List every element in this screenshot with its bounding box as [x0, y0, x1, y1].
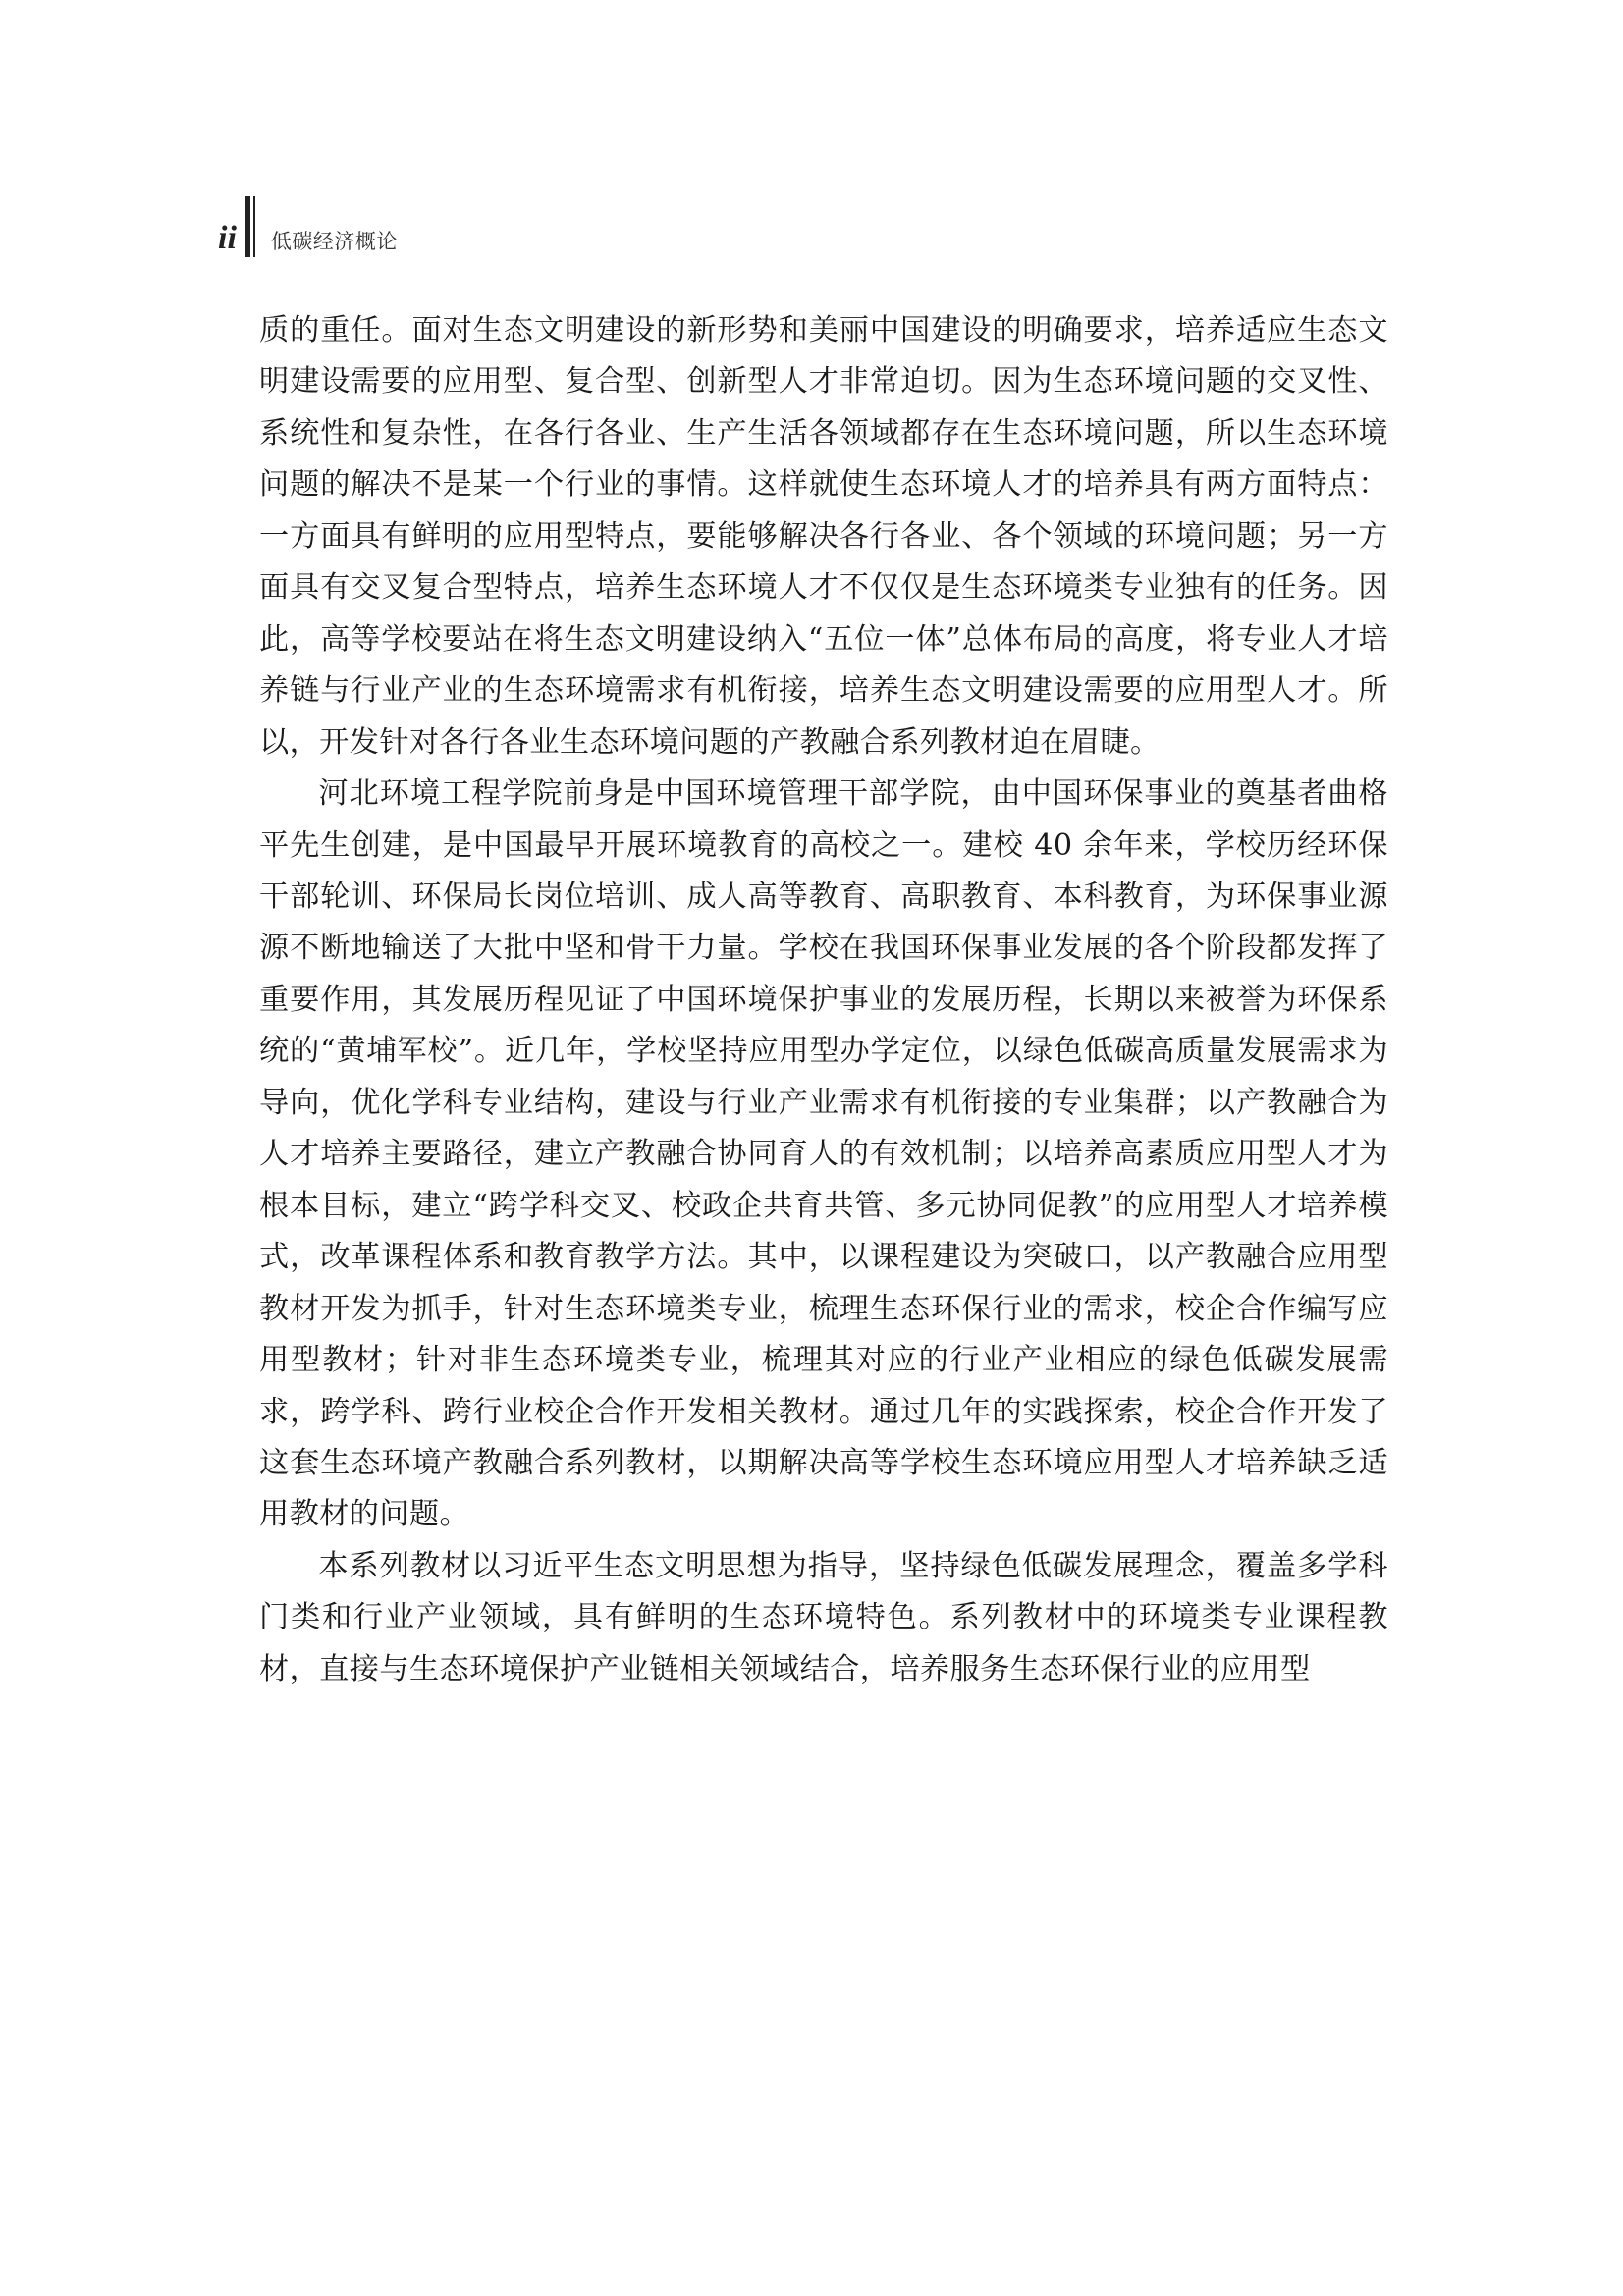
- paragraph: 本系列教材以习近平生态文明思想为指导，坚持绿色低碳发展理念，覆盖多学科门类和行业产业领域，具有鲜明的生态环境特色。系列教材中的环境类专业课程教材，直接与生态环境保护产业链相关领域结合，培养服务生态环保行业的应用型: [259, 1548, 1388, 1686]
- page-header: [218, 194, 398, 257]
- paragraph: 河北环境工程学院前身是中国环境管理干部学院，由中国环保事业的奠基者曲格平先生创建，是中国最早开展环境教育的高校之一。建校 40 余年来，学校历经环保干部轮训、环保局长岗位培训、成人高等教育、高职教育、本科教育，为环保事业源源不断地输送了大批中坚和骨干力量。学校在我国环保事业发展的各个阶段都发挥了重要作用，其发展历程见证了中国环境保护事业的发展历程，长期以来被誉为环保系统的“黄埔军校”。近几年，学校坚持应用型办学定位，以绿色低碳高质量发展需求为导向，优化学科专业结构，建设与行业产业需求有机衔接的专业集群；以产教融合为人才培养主要路径，建立产教融合协同育人的有效机制；以培养高素质应用型人才为根本目标，建立“跨学科交叉、校政企共育共管、多元协同促教”的应用型人才培养模式，改革课程体系和教育教学方法。其中，以课程建设为突破口，以产教融合应用型教材开发为抓手，针对生态环境类专业，梳理生态环保行业的需求，校企合作编写应用型教材；针对非生态环境类专业，梳理其对应的行业产业相应的绿色低碳发展需求，跨学科、跨行业校企合作开发相关教材。通过几年的实践探索，校企合作开发了这套生态环境产教融合系列教材，以期解决高等学校生态环境应用型人才培养缺乏适用教材的问题。: [259, 776, 1388, 1532]
- paragraph-continued: 质的重任。面对生态文明建设的新形势和美丽中国建设的明确要求，培养适应生态文明建设需要的应用型、复合型、创新型人才非常迫切。因为生态环境问题的交叉性、系统性和复杂性，在各行各业、生产生活各领域都存在生态环境问题，所以生态环境问题的解决不是某一个行业的事情。这样就使生态环境人才的培养具有两方面特点：一方面具有鲜明的应用型特点，要能够解决各行各业、各个领域的环境问题；另一方面具有交叉复合型特点，培养生态环境人才不仅仅是生态环境类专业独有的任务。因此，高等学校要站在将生态文明建设纳入“五位一体”总体布局的高度，将专业人才培养链与行业产业的生态环境需求有机衔接，培养生态文明建设需要的应用型人才。所以，开发针对各行各业生态环境问题的产教融合系列教材迫在眉睫。: [259, 313, 1388, 760]
- header-divider-thin-bar: [253, 196, 255, 257]
- running-title: 低碳经济概论: [270, 230, 398, 253]
- header-divider-thick-bar: [245, 196, 250, 257]
- page-number: ii: [218, 220, 237, 256]
- body-text: [259, 305, 1388, 1695]
- header-divider: [245, 196, 255, 257]
